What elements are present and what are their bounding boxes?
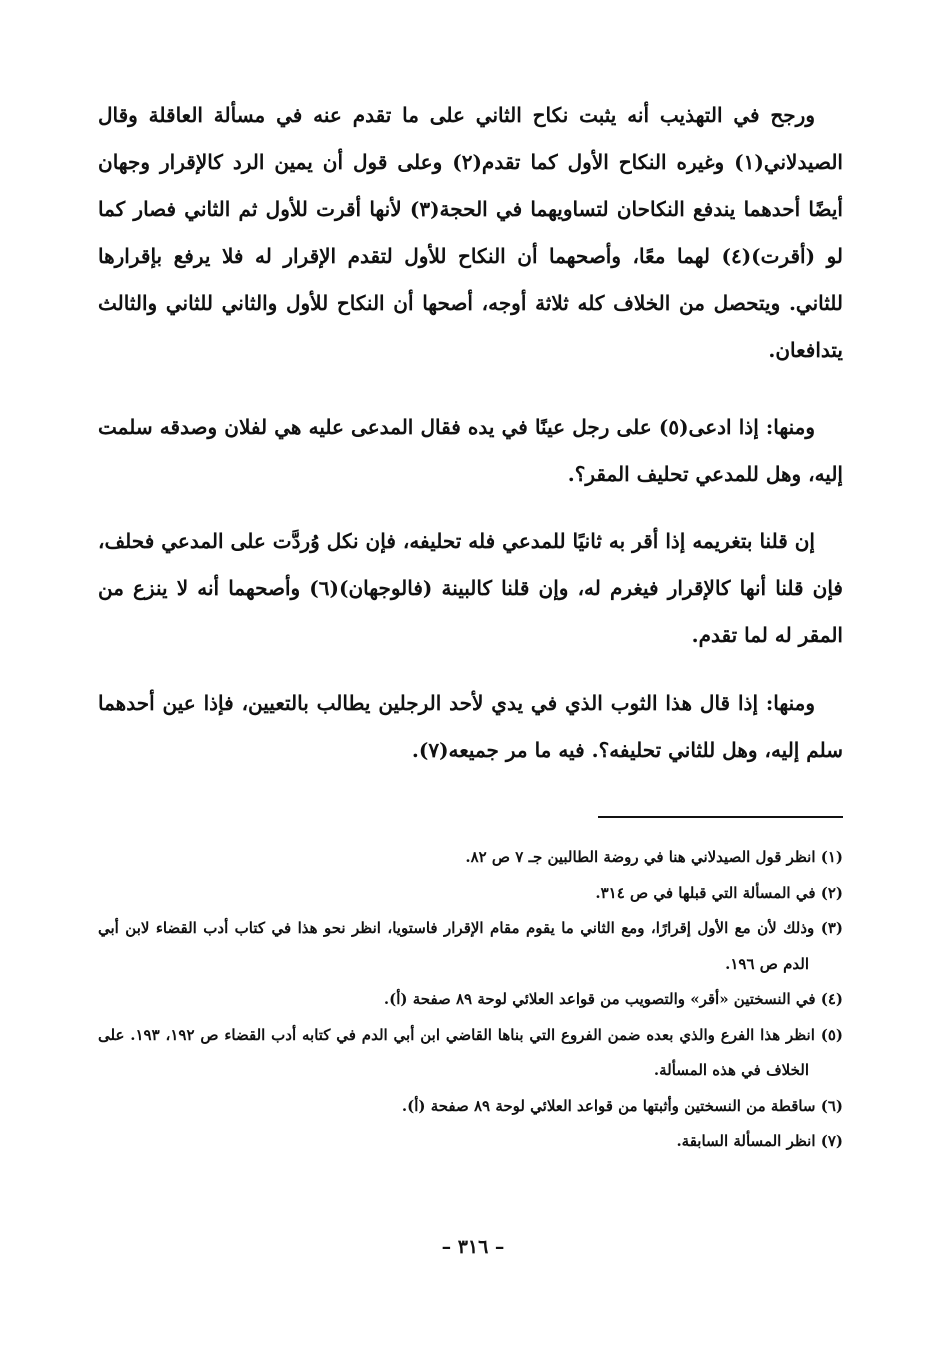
paragraph-2 [98, 404, 843, 498]
footnote-4: (٤) في النسختين «أقر» والتصويب من قواعد العلائي لوحة ٨٩ صفحة (أ). [383, 990, 843, 1008]
footnote-7: (٧) انظر المسألة السابقة. [676, 1132, 843, 1150]
page-number: – ٣١٦ – [441, 1236, 505, 1258]
paragraph-1-text: ورجح في التهذيب أنه يثبت نكاح الثاني على ما تقدم عنه في مسألة العاقلة وقال الصيدلاني(١) وغيره النكاح الأول كما تقدم(٢) وعلى قول أن يمين الرد كالإقرار وجهان أيضًا أحدهما يندفع النكاحان لتساويهما في الحجة(٣) لأنها أقرت للأول ثم الثاني فصار كما لو (أقرت)(٤) لهما معًا، وأصحهما أن النكاح للأول لتقدم الإقرار له فلا يرفع بإقرارها للثاني. ويتحصل من الخلاف كله ثلاثة أوجه، أصحها أن النكاح للأول والثاني للثاني والثالث يتدافعان. [98, 103, 844, 362]
footnote-3: (٣) وذلك لأن مع الأول إقرارًا، ومع الثاني ما يقوم مقام الإقرار فاستويا، انظر نحو هذا في كتاب أدب القضاء لابن أبي الدم ص ١٩٦. [98, 919, 843, 973]
footnote-5: (٥) انظر هذا الفرع والذي بعده ضمن الفروع التي بناها القاضي ابن أبي الدم في كتابه أدب القضاء ص ١٩٢، ١٩٣. على الخلاف في هذه المسألة. [98, 1025, 843, 1079]
paragraph-3 [98, 518, 843, 659]
footnote-2: (٢) في المسألة التي قبلها في ص ٣١٤. [595, 883, 843, 902]
footnote-1: (١) انظر قول الصيدلاني هنا في روضة الطالبين جـ ٧ ص ٨٢. [465, 848, 843, 866]
paragraph-4-text: ومنها: إذا قال هذا الثوب الذي في يدي لأحد الرجلين يطالب بالتعيين، فإذا عين أحدهما سلم إليه، وهل للثاني تحليفه؟. فيه ما مر جميعه(٧). [98, 691, 843, 762]
footnote-6: (٦) ساقطة من النسختين وأثبتها من قواعد العلائي لوحة ٨٩ صفحة (أ). [401, 1096, 843, 1115]
footnotes [98, 840, 843, 1160]
paragraph-1 [98, 92, 843, 374]
paragraph-3-text: إن قلنا بتغريمه إذا أقر به ثانيًا للمدعي فله تحليفه، فإن نكل وُردَّت على المدعي فحلف، فإن قلنا أنها كالإقرار فيغرم له، وإن قلنا كالبينة (فالوجهان)(٦) وأصحهما أنه لا ينزع من المقر له لما تقدم. [98, 529, 843, 647]
paragraph-4 [98, 680, 843, 774]
paragraph-2-text: ومنها: إذا ادعى(٥) على رجل عينًا في يده فقال المدعى عليه هي لفلان وصدقه سلمت إليه، وهل للمدعي تحليف المقر؟. [98, 415, 843, 486]
footnote-divider [598, 816, 843, 818]
